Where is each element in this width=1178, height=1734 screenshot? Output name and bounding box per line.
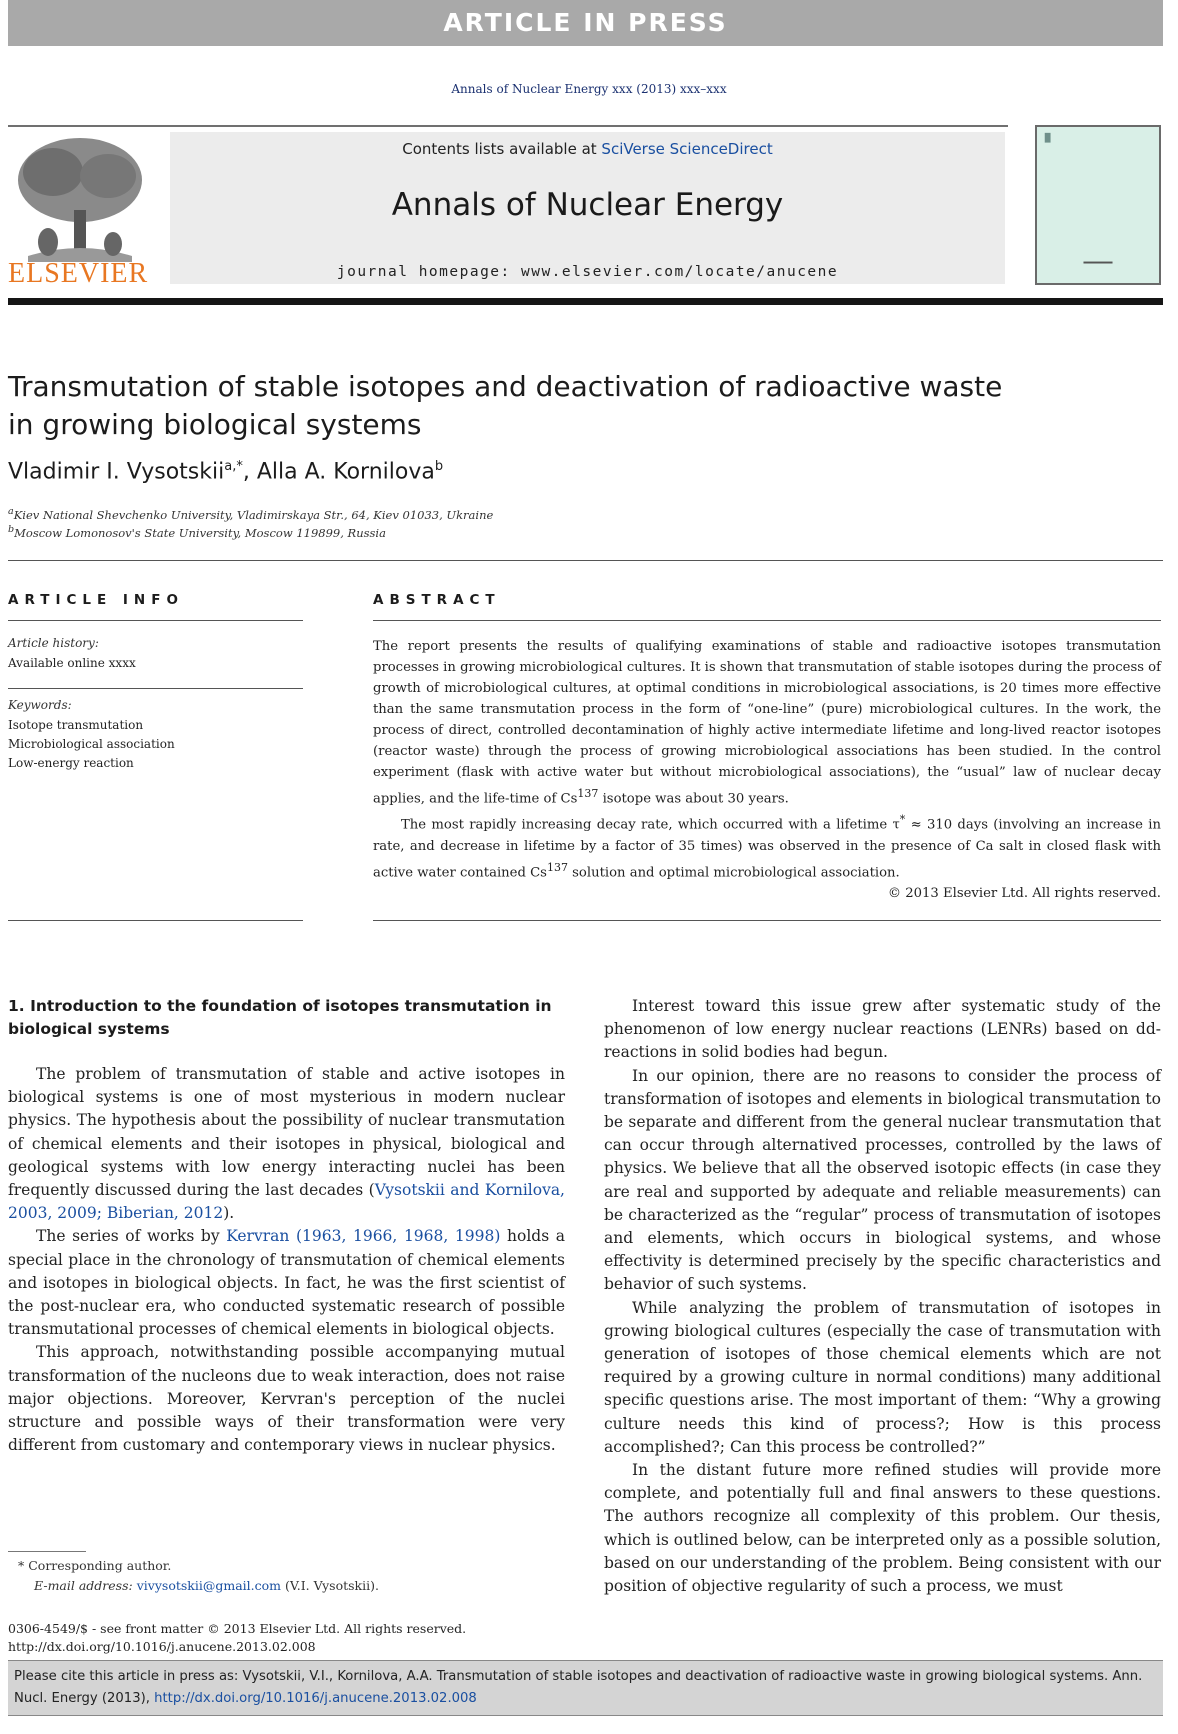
reference-link[interactable]: Vysotskii and Kornilova, 2003, 2009; Biberian, 2012 — [8, 1181, 565, 1223]
isotope-superscript: 137 — [546, 860, 568, 874]
author-name[interactable]: Alla A. Kornilova — [256, 459, 435, 485]
body-text: holds a special place in the chronology of transmutation of chemical elements and isotopes in biological objects. In fact, he was the first scientist of the post-nuclear era, who conducted systematic research of possible transmutational processes of chemical elements in biological objects. — [8, 1227, 565, 1339]
body-paragraph: This approach, notwithstanding possible accompanying mutual transformation of the nucleons due to weak interaction, does not raise major objections. Moreover, Kervran's perception of the nuclei structure and possible ways of their transformation were very different from customary and contemporary views in nuclear physics. — [8, 1343, 565, 1455]
abstract-text: The report presents the results of qualifying examinations of stable and radioactive isotopes transmutation processes in growing microbiological cultures. It is shown that transmutation of stable isotopes during the process of growth of microbiological cultures, at optimal conditions in microbiological associations, is 20 times more effective than the same transmutation process in the form of “one-line” (pure) microbiological cultures. In the work, the process of direct, controlled decontamination of highly active intermediate lifetime and long-lived reactor isotopes (reactor waste) through the process of growing microbiological associations has been studied. In the control experiment (flask with active water but without microbiological associations), the “usual” law of nuclear decay applies, and the life-time of Cs — [373, 639, 1161, 807]
doi-link[interactable]: http://dx.doi.org/10.1016/j.anucene.2013.02.008 — [8, 1639, 316, 1654]
journal-cover-thumbnail — [1035, 125, 1161, 285]
body-paragraph — [8, 1225, 565, 1341]
affiliation-mark: a — [8, 506, 14, 517]
footnote-rule — [8, 1551, 86, 1552]
body-text: The problem of transmutation of stable and active isotopes in biological systems is one of most mysterious in modern nuclear physics. The hypothesis about the possibility of nuclear transmutation of chemical elements and their isotopes in physical, biological and geological systems with low energy interacting nuclei has been frequently discussed during the last decades ( — [8, 1065, 565, 1200]
article-title-line-1: Transmutation of stable isotopes and deactivation of radioactive waste — [8, 370, 1003, 403]
email-label: E-mail address: — [34, 1578, 133, 1593]
front-matter — [8, 1620, 608, 1656]
body-paragraph: In the distant future more refined studies will provide more complete, and potentially full and final answers to these questions. The authors recognize all complexity of this problem. Our thesis, which is outlined below, can be interpreted only as a possible solution, based on our understanding of the problem. Being consistent with our position of objective regularity of such a process, we must — [604, 1461, 1161, 1596]
email-link[interactable]: vivysotskii@gmail.com — [136, 1578, 282, 1593]
affiliation-b — [8, 524, 1158, 540]
body-text: The series of works by — [36, 1227, 227, 1246]
citation-body: Please cite this article in press as: Vysotskii, V.I., Kornilova, A.A. Transmutation of stable isotopes and deactivation of radioactive waste in growing biological systems. Ann. Nucl. Energy (2013), — [14, 1669, 1143, 1706]
article-in-press-banner: ARTICLE IN PRESS — [8, 0, 1163, 46]
affiliation-rule — [8, 560, 1163, 561]
footnote-corresponding — [18, 1558, 573, 1573]
article-title-line-2: in growing biological systems — [8, 408, 422, 441]
abstract-copyright: © 2013 Elsevier Ltd. All rights reserved. — [887, 886, 1161, 902]
abstract-rule — [373, 620, 1161, 621]
journal-homepage[interactable]: journal homepage: www.elsevier.com/locate/anucene — [336, 264, 839, 280]
article-info-heading: ARTICLE INFO — [8, 592, 184, 608]
right-column-body — [604, 995, 1161, 1598]
footnote-email — [34, 1578, 589, 1593]
body-paragraph: In our opinion, there are no reasons to consider the process of transformation of isotopes and elements in biological transmutation to be separate and different from the general nuclear transmutation that can occur through alternatived processes, controlled by the laws of physics. We believe that all the observed isotopic effects (in case they are real and supported by adequate and reliable measurements) can be characterized as the “regular” process of transmutation of isotopes and elements, which occurs in biological systems, and whose effectivity is determined precisely by the specific characteristics and behavior of such systems. — [604, 1066, 1161, 1294]
body-paragraph: While analyzing the problem of transmutation of isotopes in growing biological cultures (especially the case of transmutation with generation of isotopes of those chemical elements which are not required by a growing culture in normal conditions) many additional specific questions arise. The most important of them: “Why a growing culture needs this kind of process?; How is this process accomplished?; Can this process be controlled?” — [604, 1298, 1161, 1456]
isotope-superscript: 137 — [577, 787, 599, 800]
abstract-heading: ABSTRACT — [373, 592, 501, 608]
keyword-item: Microbiological association — [8, 737, 175, 751]
left-column-body — [8, 1063, 565, 1457]
sciencedirect-link[interactable]: SciVerse ScienceDirect — [601, 140, 773, 158]
abstract-paragraph-2 — [373, 809, 1161, 883]
contents-line — [170, 140, 1005, 158]
abstract-body — [373, 636, 1161, 904]
body-paragraph: Interest toward this issue grew after systematic study of the phenomenon of low energy nuclear reactions (LENRs) based on dd-reactions in solid bodies had begun. — [604, 997, 1161, 1062]
abstract-text: solution and optimal microbiological association. — [567, 865, 900, 881]
footnote-text: Corresponding author. — [28, 1558, 172, 1573]
article-info-bottom-rule — [8, 920, 303, 921]
body-text: ). — [223, 1204, 235, 1223]
author-name[interactable]: Vladimir I. Vysotskii — [8, 459, 225, 485]
affiliation-mark: b — [8, 524, 15, 535]
article-history-value: Available online xxxx — [8, 656, 136, 670]
article-title — [8, 368, 1158, 444]
keyword-item: Isotope transmutation — [8, 718, 144, 732]
lifetime-superscript: * — [899, 813, 906, 827]
email-owner: (V.I. Vysotskii). — [285, 1578, 379, 1593]
body-paragraph — [8, 1063, 565, 1225]
journal-title: Annals of Nuclear Energy — [391, 187, 784, 223]
author-separator: , — [242, 459, 257, 485]
section-1-title: 1. Introduction to the foundation of isotopes transmutation in biological systems — [8, 997, 552, 1038]
affiliation-text: Kiev National Shevchenko University, Vladimirskaya Str., 64, Kiev 01033, Ukraine — [13, 507, 494, 522]
article-history-label: Article history: — [8, 636, 99, 650]
keyword-item: Low-energy reaction — [8, 756, 134, 770]
contents-prefix: Contents lists available at — [402, 140, 602, 158]
abstract-paragraph-1 — [373, 636, 1161, 809]
author-affiliation-mark: a,* — [224, 459, 243, 474]
footnote-mark: * — [18, 1558, 25, 1573]
abstract-text: ≈ 310 days (involving an increase in rate, and decrease in lifetime by a factor of 35 times) was observed in the presence of Ca salt in closed flask with active water contained Cs — [373, 817, 1161, 881]
article-info-rule — [8, 620, 303, 621]
elsevier-wordmark: ELSEVIER — [8, 258, 149, 289]
abstract-text: isotope was about 30 years. — [598, 791, 789, 807]
header-thick-rule — [8, 298, 1163, 305]
citation-text — [14, 1666, 1159, 1710]
affiliation-a — [8, 506, 1158, 522]
author-affiliation-mark: b — [434, 459, 444, 474]
citation-doi-link[interactable]: http://dx.doi.org/10.1016/j.anucene.2013.02.008 — [154, 1691, 477, 1706]
keywords-label: Keywords: — [8, 698, 72, 712]
abstract-text: The most rapidly increasing decay rate, which occurred with a lifetime τ — [401, 817, 900, 833]
reference-link[interactable]: Kervran (1963, 1966, 1968, 1998) — [226, 1227, 501, 1246]
journal-citation: Annals of Nuclear Energy xxx (2013) xxx–xxx — [451, 82, 727, 96]
abstract-bottom-rule — [373, 920, 1161, 921]
author-list — [8, 459, 1158, 484]
header-top-rule — [8, 125, 1008, 127]
issn-line: 0306-4549/$ - see front matter © 2013 Elsevier Ltd. All rights reserved. — [8, 1621, 467, 1636]
affiliation-text: Moscow Lomonosov's State University, Moscow 119899, Russia — [14, 525, 386, 540]
keywords-rule — [8, 688, 303, 689]
